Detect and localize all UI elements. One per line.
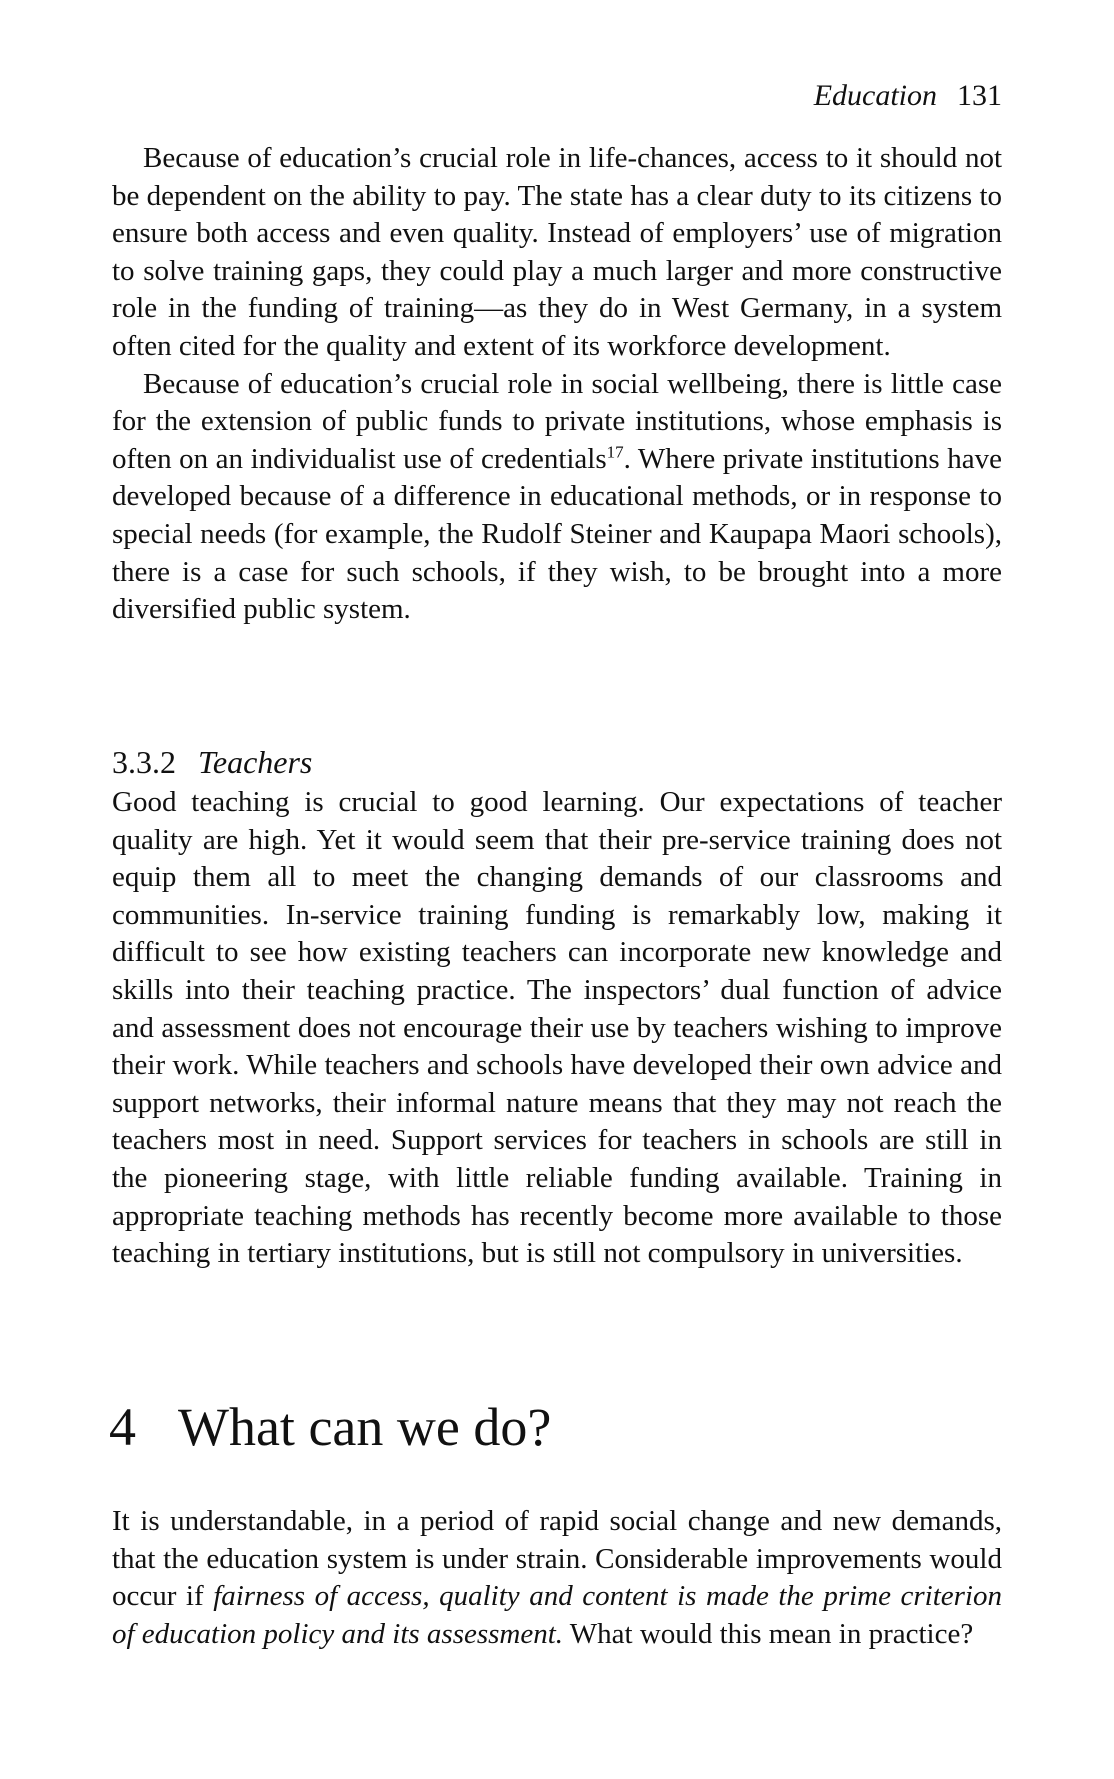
paragraph-text: Because of education’s crucial role in social wellbeing, there is little case for the extension of public funds to private institutions, whose emphasis is often on an individualist use of credentials	[112, 367, 1002, 475]
paragraph-teachers: Good teaching is crucial to good learning. Our expectations of teacher quality are high. Yet it would seem that their pre-service training does not equip them all to meet the changing demands of our classrooms and communities. In-service training funding is remarkably low, making it difficult to see how existing teachers can incorporate new knowledge and skills into their teaching practice. The inspectors’ dual function of advice and assessment does not encourage their use by teachers wishing to improve their work. While teachers and schools have developed their own advice and support networks, their informal nature means that they may not reach the teachers most in need. Support services for teachers in schools are still in the pioneering stage, with little reliable funding available. Training in appropriate teaching methods has recently become more available to those teaching in tertiary institutions, but is still not compulsory in universities.	[112, 786, 1002, 1270]
chapter-title: What can we do?	[178, 1397, 552, 1457]
subsection-title: Teachers	[198, 744, 313, 780]
subsection-teachers	[112, 742, 1002, 1273]
paragraph-private-institutions	[112, 366, 1002, 629]
running-head-title: Education	[813, 79, 937, 112]
paragraph-chapter-intro	[112, 1503, 1002, 1653]
footnote-marker: 17	[606, 442, 624, 462]
paragraph-text: It is understandable, in a period of rapid social change and new demands, that the education system is under strain. Considerable improvements would occur if	[112, 1505, 1002, 1613]
running-head	[814, 78, 1002, 114]
book-page	[109, 0, 1003, 1779]
paragraph-access-funding: Because of education’s crucial role in life-chances, access to it should not be dependent on the ability to pay. The state has a clear duty to its citizens to ensure both access and even quality. Instead of employers’ use of migration to solve training gaps, they could play a much larger and more constructive role in the funding of training—as they do in West Germany, in a system often cited for the quality and extent of its workforce development.	[112, 142, 1002, 362]
page-number: 131	[957, 79, 1002, 112]
section-body	[112, 140, 1002, 629]
subsection-heading	[112, 742, 1002, 782]
chapter-heading	[109, 1395, 1002, 1459]
paragraph-text: What would this mean in practice?	[563, 1617, 974, 1650]
emphasis-text: fairness of access, quality and content is made the prime criterion of education policy and its assessment.	[112, 1580, 1002, 1650]
paragraph-text: . Where private institutions have developed because of a difference in educational methods, or in response to special needs (for example, the Rudolf Steiner and Kaupapa Maori schools), there is a case for such schools, if they wish, to be brought into a more diversified public system.	[112, 442, 1003, 626]
chapter-number: 4	[109, 1397, 136, 1457]
chapter-section	[109, 1395, 1002, 1653]
subsection-number: 3.3.2	[112, 744, 176, 780]
